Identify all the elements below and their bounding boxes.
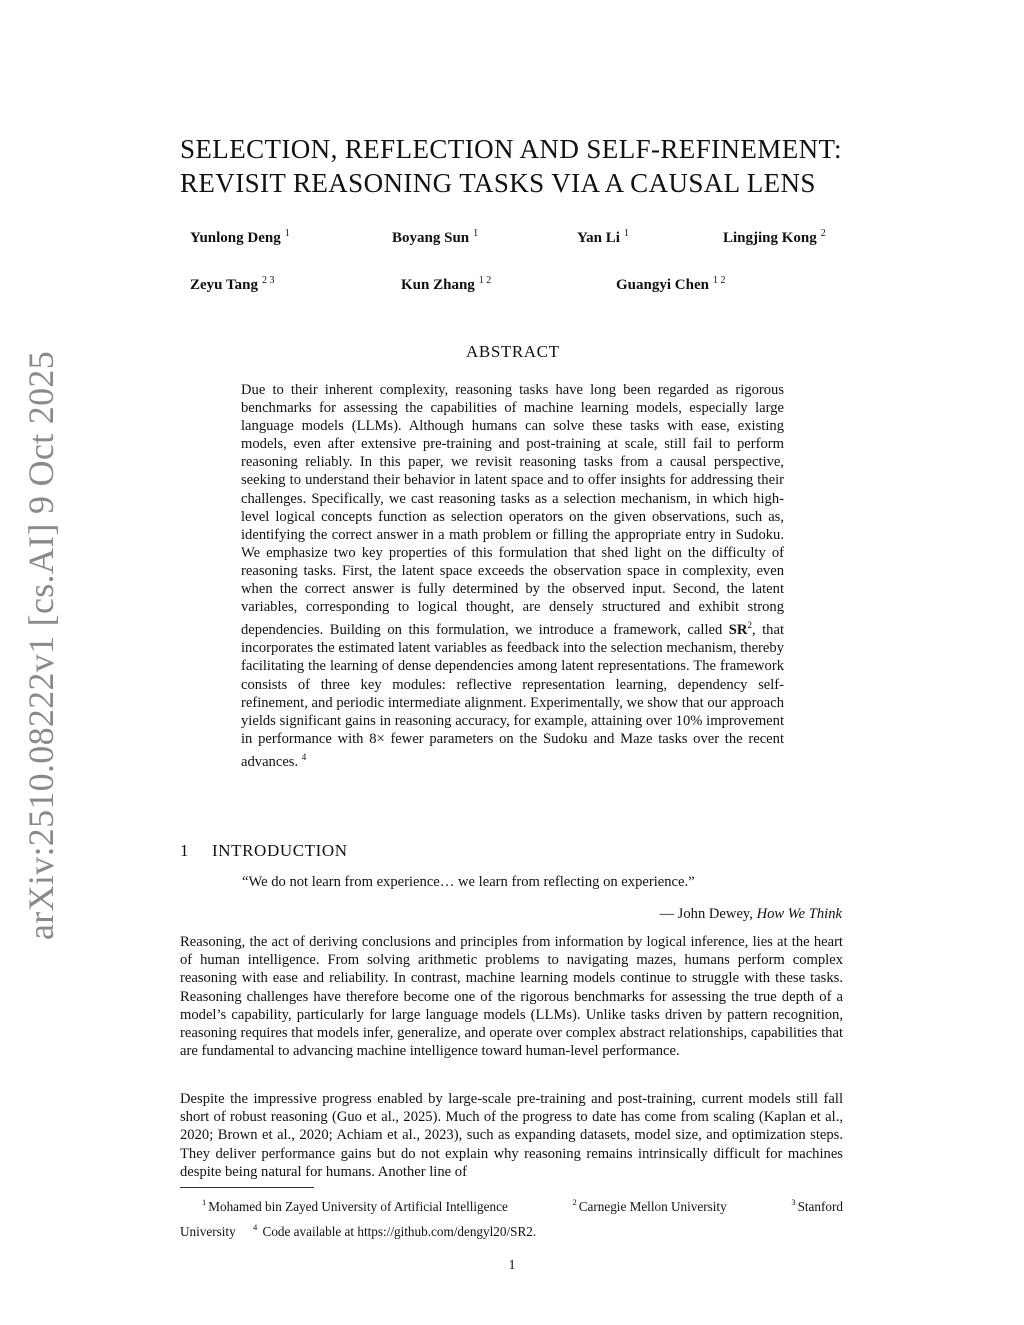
author-name: Yan Li $^1$ xyxy=(577,228,629,246)
footnote-code-link[interactable]: $^4$ Code available at https://github.com/dengyl20/SR2. xyxy=(252,1222,537,1239)
intro-paragraph: Reasoning, the act of deriving conclusions and principles from information by logical inference, lies at the heart of human intelligence. From solving arithmetic problems to navigating mazes, humans perform complex reasoning with ease and reliability. In contrast, machine learning models continue to struggle with these tasks. Reasoning challenges have therefore become one of the rigorous benchmarks for assessing the true depth of a model’s capability, particularly for large language models (LLMs). Unlike tasks driven by pattern recognition, reasoning requires that models infer, generalize, and operate over complex abstract relationships, capabilities that are fundamental to advancing machine intelligence toward human-level performance. xyxy=(180,934,843,1060)
author-name: Lingjing Kong $^2$ xyxy=(723,228,826,246)
author-affiliation: 1 xyxy=(284,228,290,239)
section-number: 1 xyxy=(180,841,190,860)
footnote-reference: 4 xyxy=(301,751,307,762)
epigraph-attribution: — John Dewey, How We Think xyxy=(659,906,842,922)
footnote-affiliation-3-cont: University xyxy=(180,1224,236,1239)
footnote-affiliation-1: $^1$ Mohamed bin Zayed University of Artificial Intelligence xyxy=(202,1197,508,1214)
footnotes xyxy=(180,1192,843,1242)
author-affiliation: 2 3 xyxy=(261,275,275,286)
abstract-heading: ABSTRACT xyxy=(466,342,560,361)
author-name: Zeyu Tang $^{2 3}$ xyxy=(190,275,275,293)
section-title: INTRODUCTION xyxy=(212,841,348,860)
author-affiliation: 1 2 xyxy=(478,275,492,286)
author-affiliation: 1 xyxy=(473,228,479,239)
footnote-affiliation-2: $^2$ Carnegie Mellon University xyxy=(572,1197,727,1214)
author-affiliation: 1 2 xyxy=(712,275,726,286)
paper-title xyxy=(180,132,860,200)
abstract-text: Due to their inherent complexity, reasoning tasks have long been regarded as rigorous benchmarks for assessing the capabilities of machine learning models, especially large language models (LLMs). Although humans can solve these tasks with ease, existing models, even after extensive pre-training and post-training at scale, still fail to perform reasoning reliably. In this paper, we revisit reasoning tasks from a causal perspective, seeking to understand their behavior in latent space and to offer insights for addressing their challenges. Specifically, we cast reasoning tasks as a selection mechanism, in which high-level logical concepts function as selection operators on the given observations, such as, identifying the correct answer in a math problem or filling the appropriate entry in Sudoku. We emphasize two key properties of this formulation that shed light on the difficulty of reasoning tasks. First, the latent space exceeds the observation space in complexity, even when the correct answer is fully determined by the observed input. Second, the latent variables, corresponding to logical thought, are densely structured and exhibit strong dependencies. Building on this formulation, we introduce a framework, called $SR^2$, that incorporates the estimated latent variables as feedback into the selection mechanism, thereby facilitating the learning of dense dependencies among latent representations. The framework consists of three key modules: reflective representation learning, dependency self-refinement, and periodic intermediate alignment. Experimentally, we show that our approach yields significant gains in reasoning accuracy, for example, attaining over 10% improvement in performance with 8× fewer parameters on the Sudoku and Maze tasks over the recent advances. $^4$ xyxy=(241,382,784,770)
author-name: Guangyi Chen $^{1 2}$ xyxy=(616,275,726,293)
section-heading-introduction xyxy=(180,841,348,861)
author-affiliation: 1 xyxy=(623,228,629,239)
author-name: Yunlong Deng $^1$ xyxy=(190,228,290,246)
author-affiliation: 2 xyxy=(820,228,826,239)
intro-paragraph: Despite the impressive progress enabled by large-scale pre-training and post-training, current models still fall short of robust reasoning (Guo et al., 2025). Much of the progress to date has come from scaling (Kaplan et al., 2020; Brown et al., 2020; Achiam et al., 2023), such as expanding datasets, model size, and optimization steps. They deliver performance gains but do not explain why reasoning remains intrinsically difficult for machines despite being natural for humans. Another line of xyxy=(180,1091,843,1180)
title-line-2: REVISIT REASONING TASKS VIA A CAUSAL LENS xyxy=(180,168,816,198)
book-title: How We Think xyxy=(756,906,842,922)
framework-name: $SR^2$ xyxy=(728,620,752,639)
epigraph-quote: “We do not learn from experience… we learn from reflecting on experience.” xyxy=(242,874,695,890)
author-name: Kun Zhang $^{1 2}$ xyxy=(401,275,492,293)
footnote-rule xyxy=(180,1187,314,1188)
footnote-affiliation-3: $^3$ Stanford xyxy=(791,1197,843,1214)
arxiv-identifier: arXiv:2510.08222v1 [cs.AI] 9 Oct 2025 xyxy=(21,351,61,940)
page-number: 1 xyxy=(508,1258,516,1273)
author-name: Boyang Sun $^1$ xyxy=(392,228,479,246)
title-line-1: SELECTION, REFLECTION AND SELF-REFINEMENT: xyxy=(180,134,842,164)
